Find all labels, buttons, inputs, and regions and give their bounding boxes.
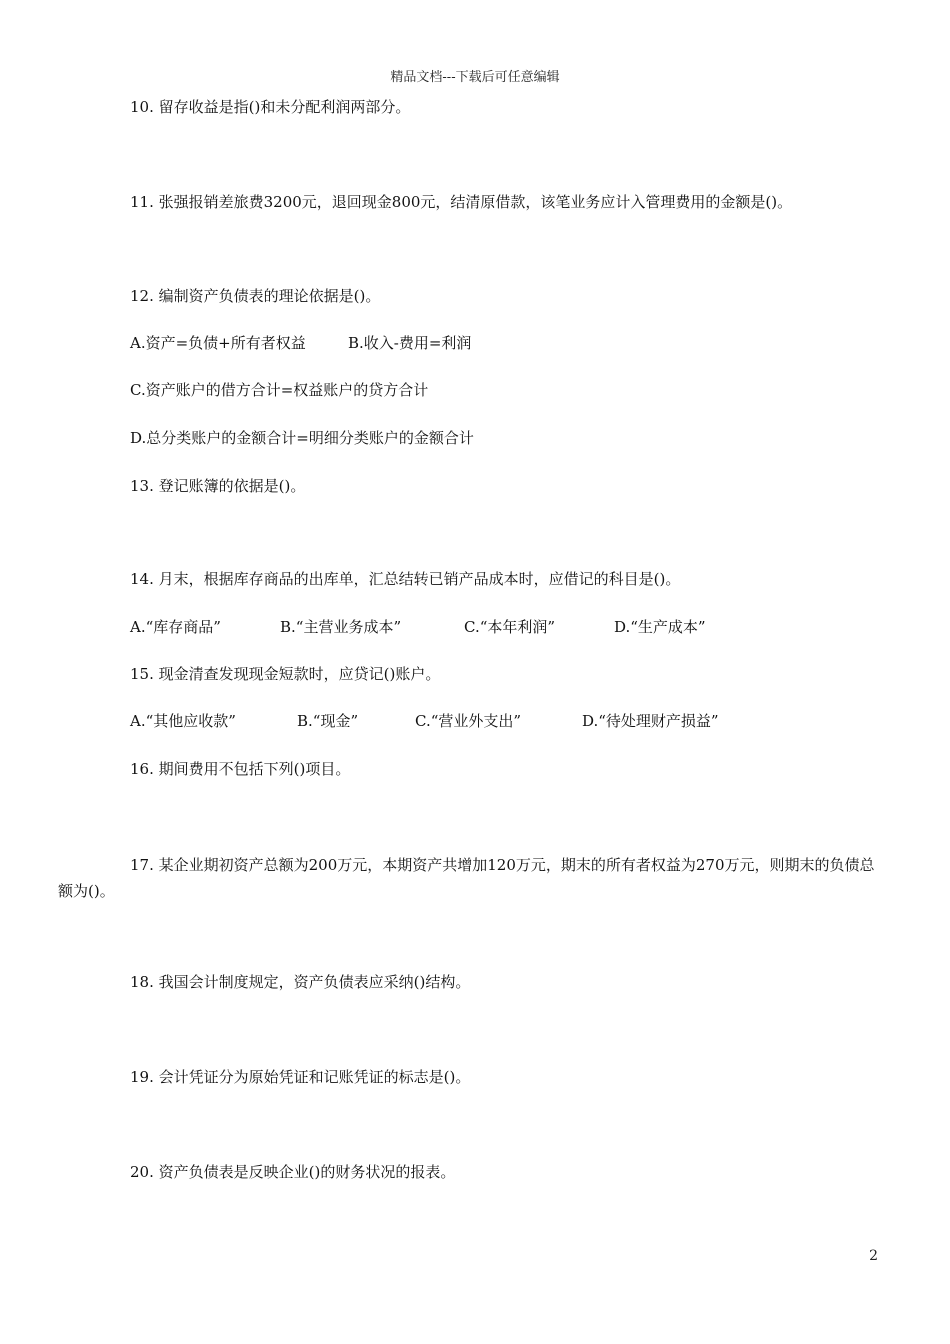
page-number: 2	[869, 1248, 878, 1264]
question-15-option-d: D.“待处理财产损益”	[582, 712, 719, 730]
question-12-options-ab	[130, 333, 471, 353]
question-15-option-a: A.“其他应收款”	[130, 712, 236, 730]
question-14-options	[130, 617, 706, 637]
question-12-option-a: A.资产=负债+所有者权益	[130, 334, 306, 352]
question-15-options	[130, 711, 719, 731]
question-19: 19. 会计凭证分为原始凭证和记账凭证的标志是()。	[130, 1068, 471, 1086]
page-header: 精品文档---下载后可任意编辑	[390, 70, 560, 85]
question-10: 10. 留存收益是指()和未分配利润两部分。	[130, 98, 411, 116]
question-14-option-c: C.“本年利润”	[464, 618, 556, 636]
question-17: 17. 某企业期初资产总额为200万元，本期资产共增加120万元，期末的所有者权益为270万元，则期末的负债总额为()。	[58, 856, 875, 900]
question-12: 12. 编制资产负债表的理论依据是()。	[130, 287, 381, 305]
question-14-option-d: D.“生产成本”	[614, 618, 706, 636]
question-14: 14. 月末，根据库存商品的出库单，汇总结转已销产品成本时，应借记的科目是()。	[130, 570, 681, 588]
question-13: 13. 登记账簿的依据是()。	[130, 477, 306, 495]
question-11: 11. 张强报销差旅费3200元，退回现金800元，结清原借款，该笔业务应计入管理费用的金额是()。	[130, 193, 793, 211]
question-18: 18. 我国会计制度规定，资产负债表应采纳()结构。	[130, 973, 471, 991]
question-15-option-c: C.“营业外支出”	[415, 712, 522, 730]
question-12-option-b: B.收入-费用=利润	[348, 334, 472, 352]
question-15-option-b: B.“现金”	[297, 712, 359, 730]
question-14-option-a: A.“库存商品”	[130, 618, 221, 636]
question-15: 15. 现金清查发现现金短款时，应贷记()账户。	[130, 665, 441, 683]
question-14-option-b: B.“主营业务成本”	[280, 618, 402, 636]
question-16: 16. 期间费用不包括下列()项目。	[130, 760, 351, 778]
question-12-option-d: D.总分类账户的金额合计=明细分类账户的金额合计	[130, 429, 474, 447]
question-12-option-c: C.资产账户的借方合计=权益账户的贷方合计	[130, 381, 429, 399]
question-20: 20. 资产负债表是反映企业()的财务状况的报表。	[130, 1163, 456, 1181]
